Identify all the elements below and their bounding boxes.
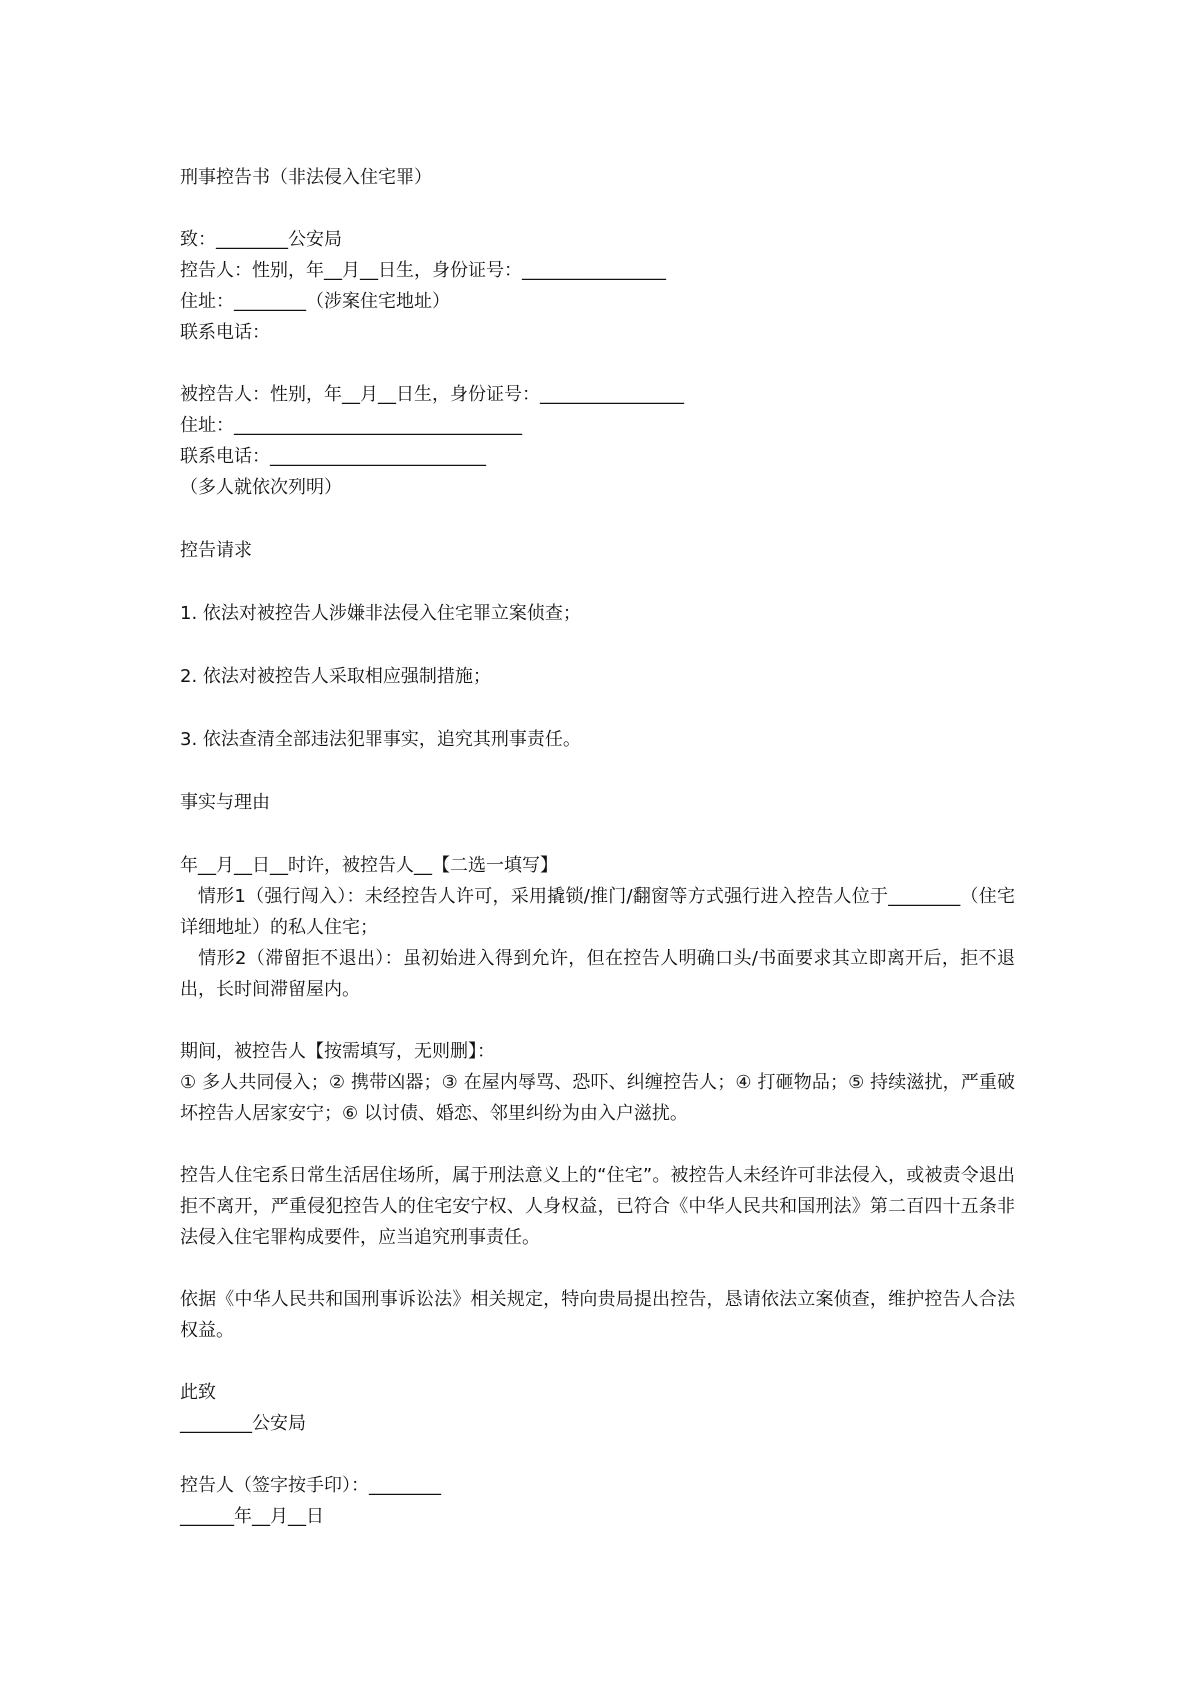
request-item: 3. 依法查清全部违法犯罪事实，追究其刑事责任。 [180,729,581,750]
respondent-info: 被控告人：性别，年__月__日生，身份证号：________________ [180,384,684,405]
reason-paragraph: 控告人住宅系日常生活居住场所，属于刑法意义上的“住宅”。被控告人未经许可非法侵入，或被责令退出拒不离开，严重侵犯控告人的住宅安宁权、人身权益，已符合《中华人民共和国刑法》第二百四十五条非法侵入住宅罪构成要件，应当追究刑事责任。 [180,1165,1015,1248]
case-2-paragraph [180,943,1015,1005]
request-item: 1. 依法对被控告人涉嫌非法侵入住宅罪立案侦查； [180,603,581,624]
signature-line: 控告人（签字按手印）：________ [180,1475,441,1496]
closing-addressee: ________公安局 [180,1413,306,1434]
requests-heading: 控告请求 [180,540,252,561]
complainant-phone: 联系电话： [180,322,270,343]
addressee-line: 致：________公安局 [180,229,342,250]
request-item: 2. 依法对被控告人采取相应强制措施； [180,666,491,687]
date-line: ______年__月__日 [180,1506,324,1527]
respondent-phone: 联系电话：________________________ [180,446,486,467]
basis-paragraph: 依据《中华人民共和国刑事诉讼法》相关规定，特向贵局提出控告，恳请依法立案侦查，维护控告人合法权益。 [180,1289,1015,1341]
case-1-paragraph [180,881,1015,943]
document-body [180,162,1015,1532]
period-items: ① 多人共同侵入；② 携带凶器；③ 在屋内辱骂、恐吓、纠缠控告人；④ 打砸物品；⑤ 持续滋扰，严重破坏控告人居家安宁；⑥ 以讨债、婚恋、邻里纠纷为由入户滋扰。 [180,1072,1015,1124]
respondent-note: （多人就依次列明） [180,477,342,498]
respondent-address: 住址：________________________________ [180,415,522,436]
facts-intro: 年__月__日__时许，被控告人__【二选一填写】 [180,855,558,876]
complainant-info: 控告人：性别，年__月__日生，身份证号：________________ [180,260,666,281]
document-title: 刑事控告书（非法侵入住宅罪） [180,167,432,188]
closing-line: 此致 [180,1382,216,1403]
period-heading: 期间，被控告人【按需填写，无则删】： [180,1041,495,1062]
case-2-text: 情形2（滞留拒不退出）：虽初始进入得到允许，但在控告人明确口头/书面要求其立即离开后，拒不退出，长时间滞留屋内。 [180,948,1015,1000]
case-1-text: 情形1（强行闯入）：未经控告人许可，采用撬锁/推门/翻窗等方式强行进入控告人位于________（住宅详细地址）的私人住宅； [180,886,1015,938]
facts-heading: 事实与理由 [180,792,270,813]
complainant-address: 住址：________（涉案住宅地址） [180,291,450,312]
